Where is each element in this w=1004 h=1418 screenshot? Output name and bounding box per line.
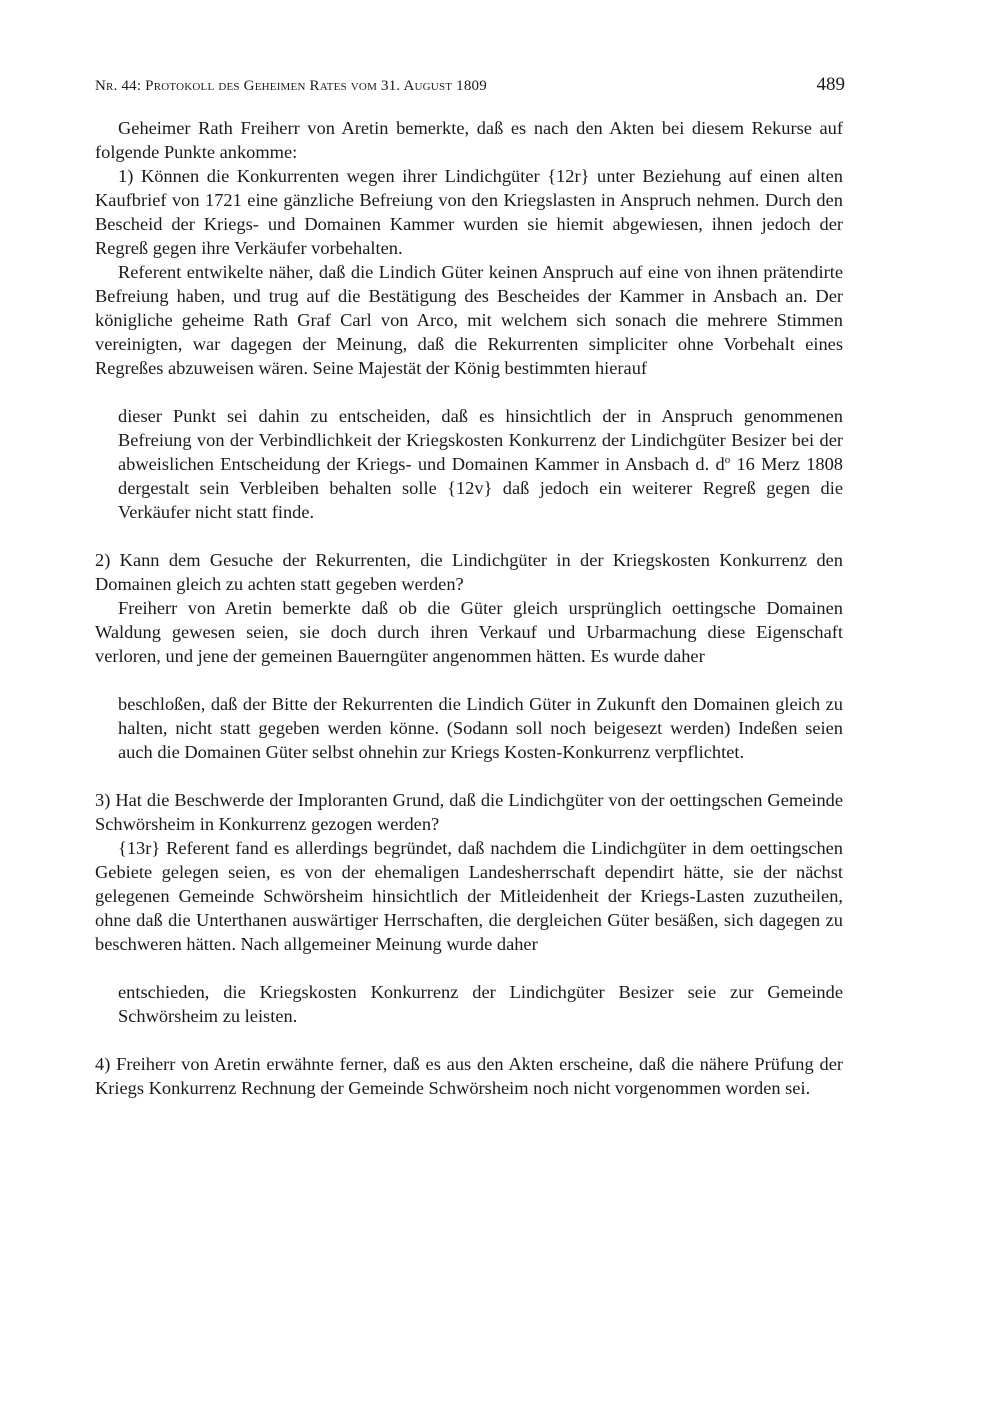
decision-3: entschieden, die Kriegskosten Konkurrenz der Lindichgüter Besizer seie zur Gemeinde Schwörsheim zu leisten. [118, 982, 843, 1026]
paragraph-aretin-2: Freiherr von Aretin bemerkte daß ob die Güter gleich ursprünglich oettingsche Domainen Waldung gewesen seien, sie doch durch ihren Verkauf und Urbarmachung diese Eigenschaft verloren, und jene der gemeinen Bauerngüter angenommen hätten. Es wurde daher [95, 598, 843, 666]
decision-1-superscript: o [724, 453, 731, 466]
paragraph-referent-3: {13r} Referent fand es allerdings begründet, daß nachdem die Lindichgüter in dem oettingschen Gebiete gelegen seien, es von der ehemaligen Landesherrschaft dependirt hätte, sie der nächst gelegenen Gemeinde Schwörsheim hinsichtlich der Mitleidenheit der Kriegs-Lasten zuzutheilen, ohne daß die Unterthanen auswärtiger Herrschaften, die dergleichen Güter besäßen, sich dagegen zu beschweren hätten. Nach allgemeiner Meinung wurde daher [95, 838, 843, 954]
paragraph-point-1: 1) Können die Konkurrenten wegen ihrer Lindichgüter {12r} unter Beziehung auf einen alten Kaufbrief von 1721 eine gänzliche Befreiung von den Kriegslasten in Anspruch nehmen. Durch den Bescheid der Kriegs- und Domainen Kammer wurden sie hiemit abgewiesen, ihnen jedoch der Regreß gegen ihre Verkäufer vorbehalten. [95, 166, 843, 258]
paragraph-point-2: 2) Kann dem Gesuche der Rekurrenten, die Lindichgüter in der Kriegskosten Konkurrenz den Domainen gleich zu achten statt gegeben werden? [95, 550, 843, 594]
spacer [95, 1028, 843, 1052]
running-title: Nr. 44: Protokoll des Geheimen Rates vom 31. August 1809 [95, 78, 487, 94]
running-header [95, 72, 845, 102]
spacer [95, 524, 843, 548]
paragraph-referent-1: Referent entwikelte näher, daß die Lindich Güter keinen Anspruch auf eine von ihnen prätendirte Befreiung haben, und trug auf die Bestätigung des Bescheides der Kammer in Ansbach an. Der königliche geheime Rath Graf Carl von Arco, mit welchem sich sonach die mehrere Stimmen vereinigten, war dagegen der Meinung, daß die Rekurrenten simpliciter ohne Vorbehalt eines Regreßes abzuweisen wären. Seine Majestät der König bestimmten hierauf [95, 262, 843, 378]
decision-1 [118, 404, 843, 524]
decision-1-text-a: dieser Punkt sei dahin zu entscheiden, daß es hinsichtlich der in Anspruch genommenen Befreiung von der Verbindlichkeit der Kriegskosten Konkurrenz der Lindichgüter Besizer bei der abweislichen Entscheidung der Kriegs- und Domainen Kammer in Ansbach d. d [118, 406, 843, 474]
paragraph-intro: Geheimer Rath Freiherr von Aretin bemerkte, daß es nach den Akten bei diesem Rekurse auf folgende Punkte ankomme: [95, 118, 843, 162]
decision-1-text-b: 16 Merz 1808 dergestalt sein Verbleiben behalten solle {12v} daß jedoch ein weiterer Regreß gegen die Verkäufer nicht statt finde. [118, 454, 843, 522]
spacer [95, 380, 843, 404]
spacer [95, 764, 843, 788]
paragraph-point-4: 4) Freiherr von Aretin erwähnte ferner, daß es aus den Akten erscheine, daß die nähere Prüfung der Kriegs Konkurrenz Rechnung der Gemeinde Schwörsheim noch nicht vorgenommen worden sei. [95, 1054, 843, 1098]
decision-2: beschloßen, daß der Bitte der Rekurrenten die Lindich Güter in Zukunft den Domainen gleich zu halten, nicht statt gegeben werden könne. (Sodann soll noch beigesezt werden) Indeßen seien auch die Domainen Güter selbst ohnehin zur Kriegs Kosten-Konkurrenz verpflichtet. [118, 694, 843, 762]
spacer [95, 668, 843, 692]
page-number: 489 [816, 74, 845, 95]
document-body [95, 116, 843, 1100]
paragraph-point-3: 3) Hat die Beschwerde der Imploranten Grund, daß die Lindichgüter von der oettingschen Gemeinde Schwörsheim in Konkurrenz gezogen werden? [95, 790, 843, 834]
spacer [95, 956, 843, 980]
